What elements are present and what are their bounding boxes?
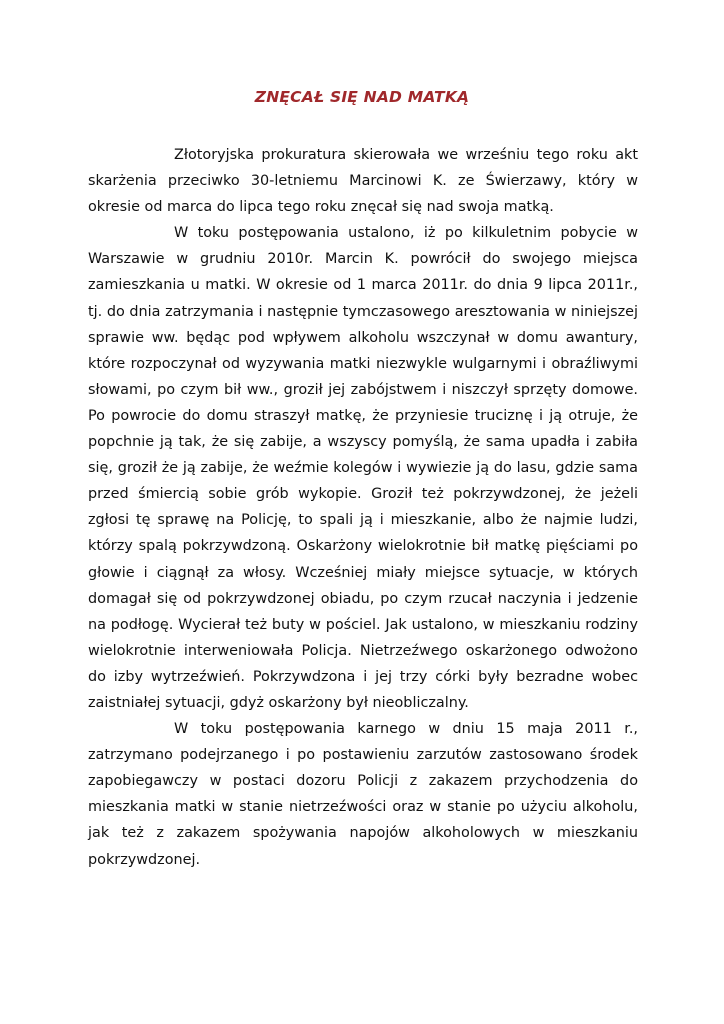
paragraph-1: Złotoryjska prokuratura skierowała we wrześniu tego roku akt skarżenia przeciwko 30-letniemu Marcinowi K. ze Świerzawy, który w okresie od marca do lipca tego roku znęcał się nad swoja matką.: [88, 147, 638, 216]
article-body: [88, 142, 638, 873]
paragraph-3: W toku postępowania karnego w dniu 15 maja 2011 r., zatrzymano podejrzanego i po postawieniu zarzutów zastosowano środek zapobiegawczy w postaci dozoru Policji z zakazem przychodzenia do mieszkania matki w stanie nietrzeźwości oraz w stanie po użyciu alkoholu, jak też z zakazem spożywania napojów alkoholowych w mieszkaniu pokrzywdzonej.: [88, 721, 638, 868]
paragraph-2: W toku postępowania ustalono, iż po kilkuletnim pobycie w Warszawie w grudniu 2010r. Marcin K. powrócił do swojego miejsca zamieszkania u matki. W okresie od 1 marca 2011r. do dnia 9 lipca 2011r., tj. do dnia zatrzymania i następnie tymczasowego aresztowania w niniejszej sprawie ww. będąc pod wpływem alkoholu wszczynał w domu awantury, które rozpoczynał od wyzywania matki niezwykle wulgarnymi i obraźliwymi słowami, po czym bił ww., groził jej zabójstwem i niszczył sprzęty domowe. Po powrocie do domu straszył matkę, że przyniesie truciznę i ją otruje, że popchnie ją tak, że się zabije, a wszyscy pomyślą, że sama upadła i zabiła się, groził że ją zabije, że weźmie kolegów i wywiezie ją do lasu, gdzie sama przed śmiercią sobie grób wykopie. Groził też pokrzywdzonej, że jeżeli zgłosi tę sprawę na Policję, to spali ją i mieszkanie, albo że najmie ludzi, którzy spalą pokrzywdzoną. Oskarżony wielokrotnie bił matkę pięściami po głowie i ciągnął za włosy. Wcześniej miały miejsce sytuacje, w których domagał się od pokrzywdzonej obiadu, po czym rzucał naczynia i jedzenie na podłogę. Wycierał też buty w pościel. Jak ustalono, w mieszkaniu rodziny wielokrotnie interweniowała Policja. Nietrzeźwego oskarżonego odwożono do izby wytrzeźwień. Pokrzywdzona i jej trzy córki były bezradne wobec zaistniałej sytuacji, gdyż oskarżony był nieobliczalny.: [88, 225, 638, 711]
document-title: ZNĘCAŁ SIĘ NAD MATKĄ: [254, 88, 470, 106]
